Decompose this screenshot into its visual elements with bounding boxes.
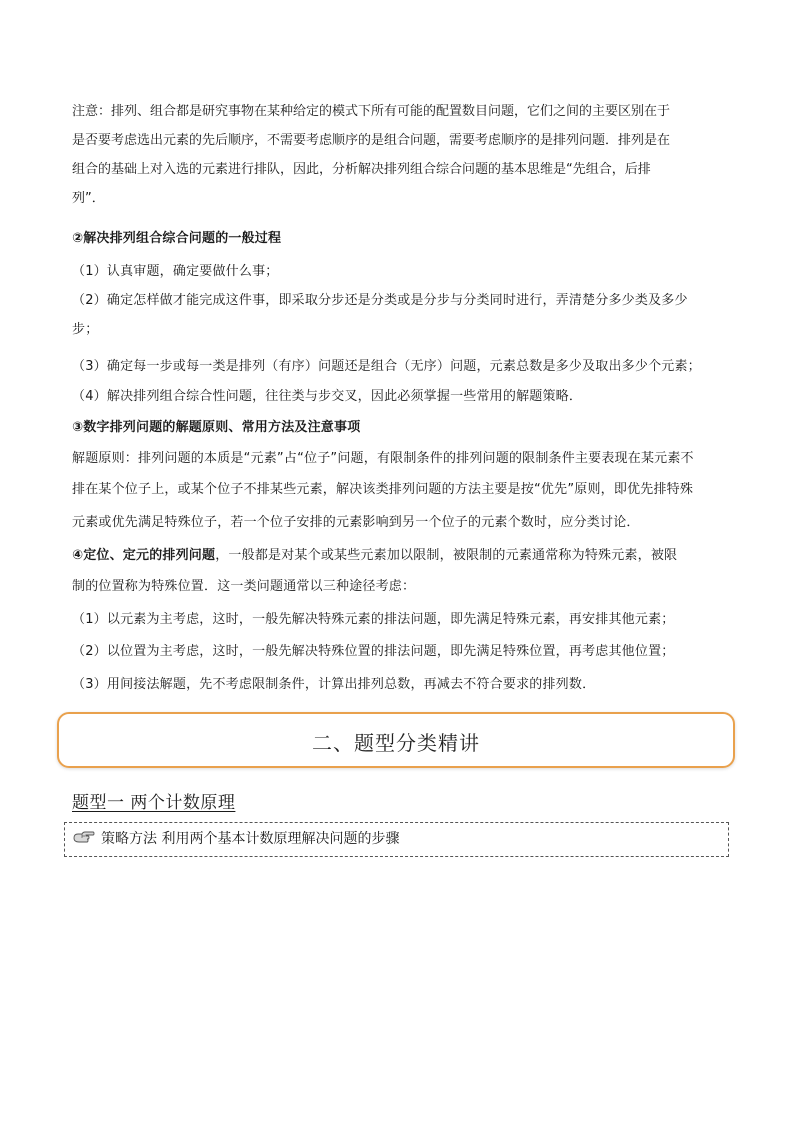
note-line: 组合的基础上对入选的元素进行排队，因此，分析解决排列组合综合问题的基本思维是“先组合，后排 <box>72 162 651 177</box>
list-item: （3）确定每一步或每一类是排列（有序）问题还是组合（无序）问题，元素总数是多少及取出多少个元素； <box>72 359 701 374</box>
list-item: （2）确定怎样做才能完成这件事，即采取分步还是分类或是分步与分类同时进行，弄清楚分多少类及多少 <box>72 293 688 308</box>
list-item: 步； <box>72 322 99 337</box>
section3-heading: ③数字排列问题的解题原则、常用方法及注意事项 <box>72 420 361 435</box>
strategy-text: 策略方法 利用两个基本计数原理解决问题的步骤 <box>101 831 400 847</box>
strategy-box <box>64 822 729 857</box>
list-item: （1）以元素为主考虑，这时，一般先解决特殊元素的排法问题，即先满足特殊元素，再安排其他元素； <box>72 612 675 627</box>
section4-heading-line <box>72 541 722 570</box>
pointing-hand-icon <box>73 829 95 845</box>
paragraph-line: 解题原则：排列问题的本质是“元素”占“位子”问题，有限制条件的排列问题的限制条件主要表现在某元素不 <box>72 451 694 466</box>
list-item: （1）认真审题，确定要做什么事； <box>72 264 279 279</box>
section4-heading: ④定位、定元的排列问题 <box>72 548 216 563</box>
paragraph-line: 制的位置称为特殊位置．这一类问题通常以三种途径考虑： <box>72 579 416 594</box>
list-item: （3）用间接法解题，先不考虑限制条件，计算出排列总数，再减去不符合要求的排列数． <box>72 677 596 692</box>
list-item: （2）以位置为主考虑，这时，一般先解决特殊位置的排法问题，即先满足特殊位置，再考虑其他位置； <box>72 644 675 659</box>
note-line: 注意：排列、组合都是研究事物在某种给定的模式下所有可能的配置数目问题，它们之间的主要区别在于 <box>72 104 671 119</box>
note-line: 列”． <box>72 191 105 206</box>
section-title-box <box>57 712 735 768</box>
section4-heading-rest: ，一般都是对某个或某些元素加以限制，被限制的元素通常称为特殊元素，被限 <box>215 548 678 563</box>
list-item: （4）解决排列组合综合性问题，往往类与步交叉，因此必须掌握一些常用的解题策略． <box>72 389 583 404</box>
note-paragraph <box>72 97 722 213</box>
paragraph-line: 排在某个位子上，或某个位子不排某些元素，解决该类排列问题的方法主要是按“优先”原则，即优先排特殊 <box>72 482 694 497</box>
section-title: 二、题型分类精讲 <box>312 731 480 755</box>
type-title: 题型一 两个计数原理 <box>72 793 236 813</box>
note-line: 是否要考虑选出元素的先后顺序，不需要考虑顺序的是组合问题，需要考虑顺序的是排列问题．排列是在 <box>72 133 671 148</box>
paragraph-line: 元素或优先满足特殊位子，若一个位子安排的元素影响到另一个位子的元素个数时，应分类讨论． <box>72 515 640 530</box>
section2-heading: ②解决排列组合综合问题的一般过程 <box>72 231 282 246</box>
